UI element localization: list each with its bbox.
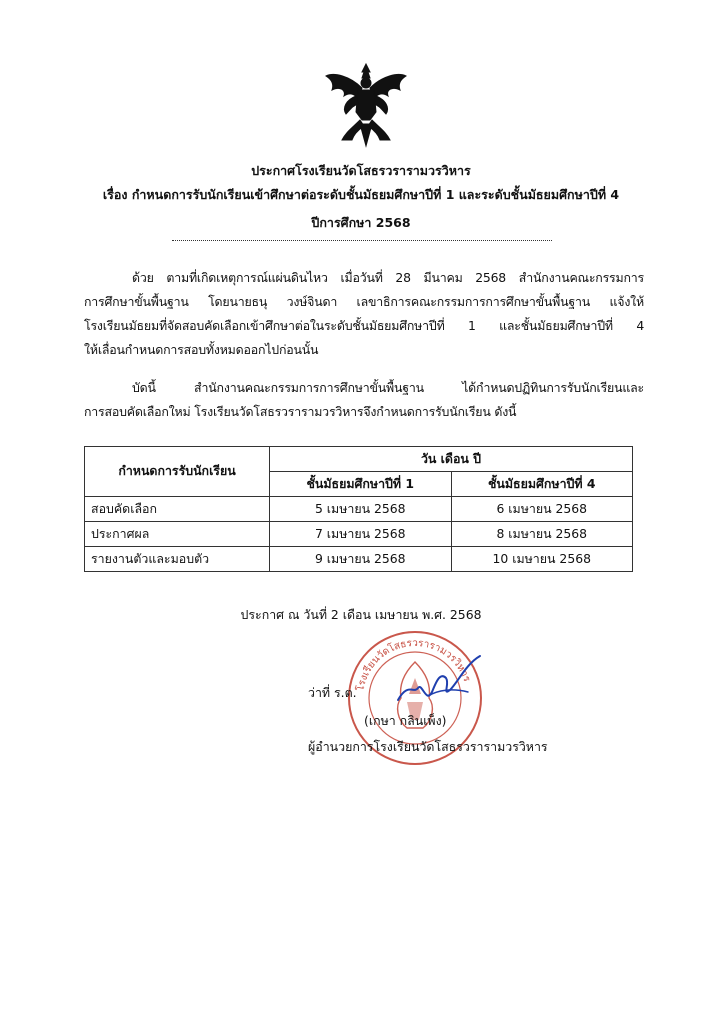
paragraph-1-line-4: ให้เลื่อนกำหนดการสอบทั้งหมดออกไปก่อนนั้น — [84, 342, 319, 357]
paragraph-2-line-2: การสอบคัดเลือกใหม่ โรงเรียนวัดโสธรวรารามวรวิหารจึงกำหนดการรับนักเรียน ดังนี้ — [84, 404, 517, 419]
row-m1-date: 7 เมษายน 2568 — [270, 522, 452, 547]
table-row — [85, 497, 633, 522]
row-m1-date: 9 เมษายน 2568 — [270, 547, 452, 572]
stamp-text: โรงเรียนวัดโสธรวรารามวรวิหาร — [355, 637, 473, 693]
header-date: วัน เดือน ปี — [270, 447, 633, 472]
announcement-title: ประกาศโรงเรียนวัดโสธรวรารามวรวิหาร — [251, 163, 471, 178]
row-label: รายงานตัวและมอบตัว — [85, 547, 270, 572]
header-schedule: กำหนดการรับนักเรียน — [85, 447, 270, 497]
row-m4-date: 10 เมษายน 2568 — [451, 547, 633, 572]
acting-rank-prefix: ว่าที่ ร.ต. — [308, 685, 357, 700]
row-label: ประกาศผล — [85, 522, 270, 547]
signature-icon — [388, 652, 488, 712]
row-m4-date: 8 เมษายน 2568 — [451, 522, 633, 547]
table-row — [85, 522, 633, 547]
table-row — [85, 547, 633, 572]
academic-year: ปีการศึกษา 2568 — [311, 215, 411, 230]
signer-title: ผู้อำนวยการโรงเรียนวัดโสธรวรารามวรวิหาร — [308, 739, 548, 754]
header-m4: ชั้นมัธยมศึกษาปีที่ 4 — [451, 472, 633, 497]
schedule-table — [84, 446, 633, 572]
row-label: สอบคัดเลือก — [85, 497, 270, 522]
divider-dotted — [172, 240, 552, 241]
row-m1-date: 5 เมษายน 2568 — [270, 497, 452, 522]
subject-line: เรื่อง กำหนดการรับนักเรียนเข้าศึกษาต่อระดับชั้นมัธยมศึกษาปีที่ 1 และระดับชั้นมัธยมศึกษาปีที่ 4 — [102, 187, 620, 202]
garuda-emblem-icon — [322, 62, 410, 148]
paragraph-1-line-1: ด้วย ตามที่เกิดเหตุการณ์แผ่นดินไหว เมื่อวันที่ 28 มีนาคม 2568 สำนักงานคณะกรรมการ — [132, 270, 644, 285]
paragraph-1-line-2: การศึกษาขั้นพื้นฐาน โดยนายธนุ วงษ์จินดา เลขาธิการคณะกรรมการการศึกษาขั้นพื้นฐาน แจ้งให้ — [84, 294, 644, 309]
signer-name: (เกษา กลินเพ็ง) — [364, 713, 447, 728]
announcement-date: ประกาศ ณ วันที่ 2 เดือน เมษายน พ.ศ. 2568 — [240, 607, 482, 622]
row-m4-date: 6 เมษายน 2568 — [451, 497, 633, 522]
paragraph-1-line-3: โรงเรียนมัธยมที่จัดสอบคัดเลือกเข้าศึกษาต่อในระดับชั้นมัธยมศึกษาปีที่ 1 และชั้นมัธยมศึกษาปีที่ 4 — [84, 318, 644, 333]
paragraph-2-line-1: บัดนี้ สำนักงานคณะกรรมการการศึกษาขั้นพื้นฐาน ได้กำหนดปฏิทินการรับนักเรียนและ — [132, 380, 644, 395]
header-m1: ชั้นมัธยมศึกษาปีที่ 1 — [270, 472, 452, 497]
